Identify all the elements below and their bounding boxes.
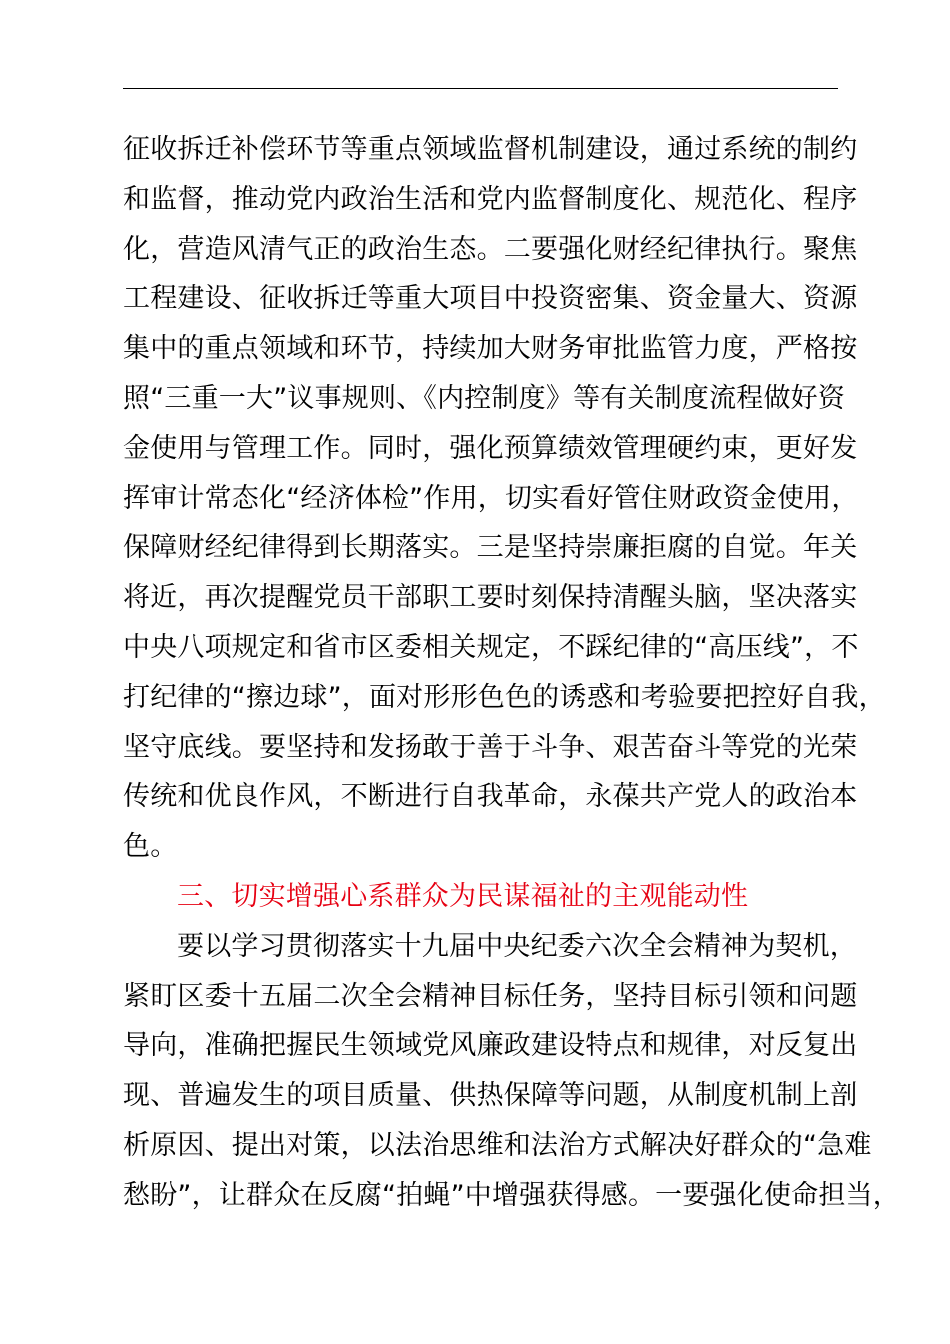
text-line: 金使用与管理工作。同时，强化预算绩效管理硬约束，更好发 [123, 432, 858, 464]
text-line: 打纪律的“擦边球”，面对形形色色的诱惑和考验要把控好自我， [123, 681, 886, 713]
text-line: 照“三重一大”议事规则、《内控制度》等有关制度流程做好资 [123, 382, 846, 414]
text-line: 化，营造风清气正的政治生态。二要强化财经纪律执行。聚焦 [123, 233, 858, 265]
text-line: 将近，再次提醒党员干部职工要时刻保持清醒头脑，坚决落实 [123, 582, 858, 614]
section-heading: 三、切实增强心系群众为民谋福祉的主观能动性 [177, 880, 749, 912]
text-line: 现、普遍发生的项目质量、供热保障等问题，从制度机制上剖 [123, 1080, 858, 1112]
text-line: 紧盯区委十五届二次全会精神目标任务，坚持目标引领和问题 [123, 980, 858, 1012]
text-line: 愁盼”，让群众在反腐“拍蝇”中增强获得感。一要强化使命担当， [123, 1179, 900, 1211]
paragraph-1 [123, 125, 886, 872]
text-line: 坚守底线。要坚持和发扬敢于善于斗争、艰苦奋斗等党的光荣 [123, 731, 858, 763]
text-line: 工程建设、征收拆迁等重大项目中投资密集、资金量大、资源 [123, 283, 858, 315]
text-line: 色。 [123, 831, 178, 863]
document-body [123, 125, 900, 1221]
text-line: 和监督，推动党内政治生活和党内监督制度化、规范化、程序 [123, 183, 858, 215]
paragraph-2 [123, 922, 900, 1221]
text-line: 析原因、提出对策，以法治思维和法治方式解决好群众的“急难 [123, 1129, 872, 1161]
header-rule [123, 88, 838, 89]
text-line: 中央八项规定和省市区委相关规定，不踩纪律的“高压线”，不 [123, 631, 859, 663]
text-line: 传统和优良作风，不断进行自我革命，永葆共产党人的政治本 [123, 781, 858, 813]
text-line: 保障财经纪律得到长期落实。三是坚持崇廉拒腐的自觉。年关 [123, 532, 858, 564]
text-line: 要以学习贯彻落实十九届中央纪委六次全会精神为契机， [177, 930, 857, 962]
text-line: 挥审计常态化“经济体检”作用，切实看好管住财政资金使用， [123, 482, 859, 514]
text-line: 集中的重点领域和环节，持续加大财务审批监管力度，严格按 [123, 333, 858, 365]
text-line: 导向，准确把握民生领域党风廉政建设特点和规律，对反复出 [123, 1030, 858, 1062]
text-line: 征收拆迁补偿环节等重点领域监督机制建设，通过系统的制约 [123, 134, 858, 165]
